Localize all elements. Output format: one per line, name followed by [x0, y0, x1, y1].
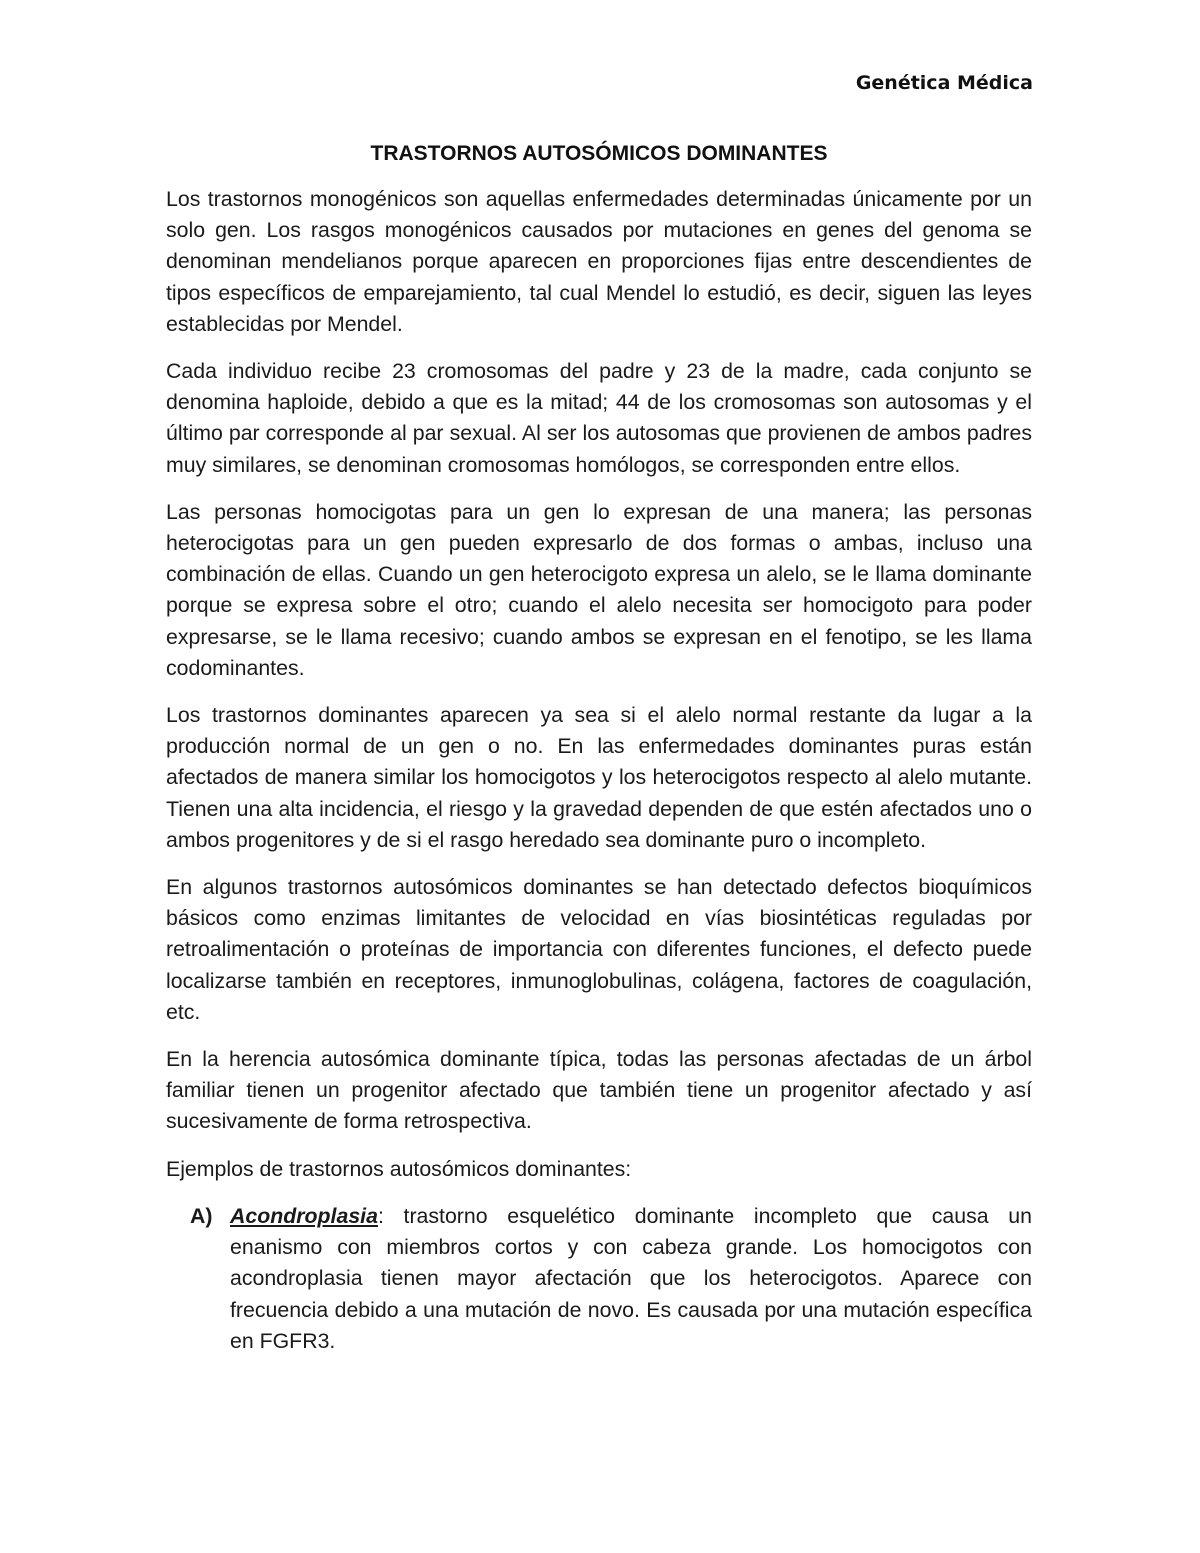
paragraph-monogenic: Los trastornos monogénicos son aquellas enfermedades determinadas únicamente por un solo gen. Los rasgos monogénicos causados por mutaciones en genes del genoma se denominan mendelianos porque aparecen en proporciones fijas entre descendientes de tipos específicos de emparejamiento, tal cual Mendel lo estudió, es decir, siguen las leyes establecidas por Mendel.	[166, 187, 1032, 336]
example-term: Acondroplasia	[230, 1203, 378, 1228]
paragraph-typical-inheritance: En la herencia autosómica dominante típica, todas las personas afectadas de un árbol familiar tienen un progenitor afectado que también tiene un progenitor afectado y así sucesivamente de forma retrospectiva.	[166, 1047, 1032, 1134]
list-item	[166, 1201, 1032, 1357]
document-body	[166, 140, 1032, 1357]
paragraph-chromosomes: Cada individuo recibe 23 cromosomas del padre y 23 de la madre, cada conjunto se denomina haploide, debido a que es la mitad; 44 de los cromosomas son autosomas y el último par corresponde al par sexual. Al ser los autosomas que provienen de ambos padres muy similares, se denominan cromosomas homólogos, se corresponden entre ellos.	[166, 359, 1032, 477]
examples-intro: Ejemplos de trastornos autosómicos dominantes:	[166, 1156, 632, 1181]
paragraph-dominant-disorders: Los trastornos dominantes aparecen ya sea si el alelo normal restante da lugar a la producción normal de un gen o no. En las enfermedades dominantes puras están afectados de manera similar los homocigotos y los heterocigotos respecto al alelo mutante. Tienen una alta incidencia, el riesgo y la gravedad dependen de que estén afectados uno o ambos progenitores y de si el rasgo heredado sea dominante puro o incompleto.	[166, 703, 1032, 852]
example-description: : trastorno esquelético dominante incompleto que causa un enanismo con miembros cortos y con cabeza grande. Los homocigotos con acondroplasia tienen mayor afectación que los heterocigotos. Aparece con frecuencia debido a una mutación de novo. Es causada por una mutación específica en FGFR3.	[230, 1203, 1032, 1353]
header-title: Genética Médica	[855, 72, 1033, 94]
paragraph-biochemical-defects: En algunos trastornos autosómicos dominantes se han detectado defectos bioquímicos básicos como enzimas limitantes de velocidad en vías biosintéticas reguladas por retroalimentación o proteínas de importancia con diferentes funciones, el defecto puede localizarse también en receptores, inmunoglobulinas, colágena, factores de coagulación, etc.	[166, 875, 1032, 1024]
paragraph-zygosity: Las personas homocigotas para un gen lo expresan de una manera; las personas heterocigotas para un gen pueden expresarlo de dos formas o ambas, incluso una combinación de ellas. Cuando un gen heterocigoto expresa un alelo, se le llama dominante porque se expresa sobre el otro; cuando el alelo necesita ser homocigoto para poder expresarse, se le llama recesivo; cuando ambos se expresan en el fenotipo, se les llama codominantes.	[166, 499, 1032, 680]
document-title: TRASTORNOS AUTOSÓMICOS DOMINANTES	[370, 142, 828, 165]
list-marker: A)	[190, 1203, 213, 1228]
